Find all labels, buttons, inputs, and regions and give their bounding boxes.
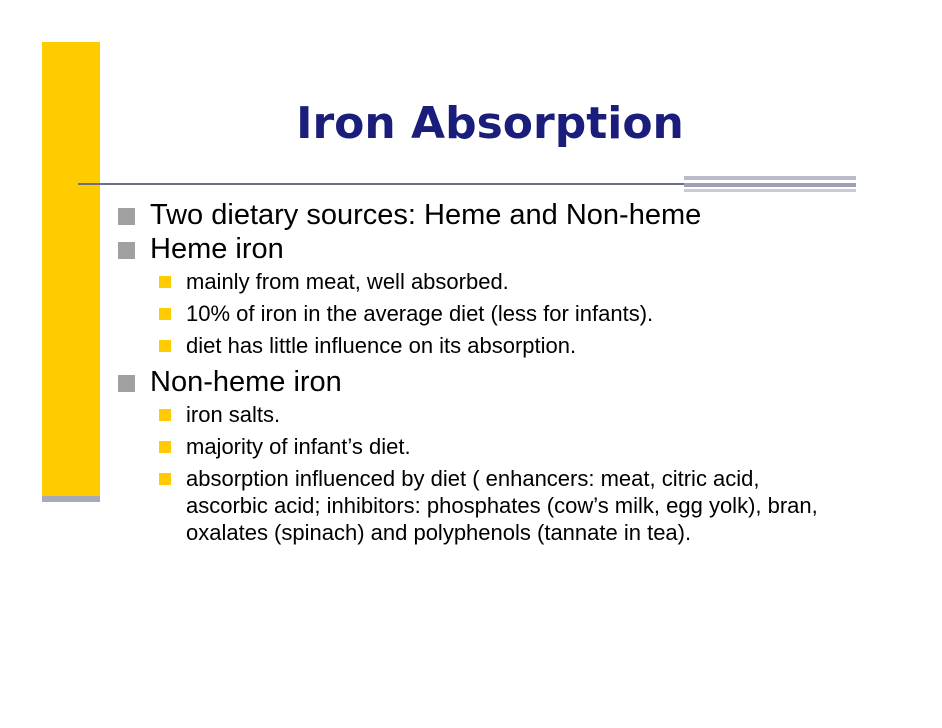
sub-bullet-text: mainly from meat, well absorbed. xyxy=(186,269,509,294)
sub-bullet-text: iron salts. xyxy=(186,402,281,427)
sub-bullet-text: 10% of iron in the average diet (less for infants). xyxy=(186,301,654,326)
square-bullet-icon xyxy=(159,308,171,320)
sub-bullet-text: absorption influenced by diet ( enhancers: meat, citric acid, ascorbic acid; inhibitors: phosphates (cow’s milk, egg yolk), bran, oxalates (spinach) and polyphenols (tannate in tea). xyxy=(186,466,818,545)
square-bullet-icon xyxy=(118,242,135,259)
square-bullet-icon xyxy=(118,375,135,392)
square-bullet-icon xyxy=(159,276,171,288)
square-bullet-icon xyxy=(118,208,135,225)
sub-bullet-mainly-meat xyxy=(114,268,834,295)
square-bullet-icon xyxy=(159,340,171,352)
bullet-dietary-sources xyxy=(114,198,834,232)
sub-bullet-text: diet has little influence on its absorption. xyxy=(186,333,577,358)
decorative-yellow-bar xyxy=(42,42,100,498)
bullet-non-heme-iron xyxy=(114,365,834,399)
square-bullet-icon xyxy=(159,473,171,485)
sub-bullet-ten-percent xyxy=(114,300,834,327)
bullet-text: Non-heme iron xyxy=(150,366,342,398)
sub-bullet-little-influence xyxy=(114,332,834,359)
slide-title: Iron Absorption xyxy=(296,98,684,149)
title-divider-line xyxy=(78,183,684,185)
decorative-bar-shadow xyxy=(42,496,100,502)
slide-body xyxy=(114,198,834,546)
sub-bullet-majority-infant-diet xyxy=(114,433,834,460)
sub-bullet-absorption-influenced xyxy=(114,465,834,546)
square-bullet-icon xyxy=(159,441,171,453)
sub-bullet-iron-salts xyxy=(114,401,834,428)
square-bullet-icon xyxy=(159,409,171,421)
bullet-text: Heme iron xyxy=(150,233,284,265)
bullet-text: Two dietary sources: Heme and Non-heme xyxy=(150,199,702,231)
sub-bullet-text: majority of infant’s diet. xyxy=(186,434,411,459)
bullet-heme-iron xyxy=(114,232,834,266)
title-divider-block xyxy=(684,176,856,192)
